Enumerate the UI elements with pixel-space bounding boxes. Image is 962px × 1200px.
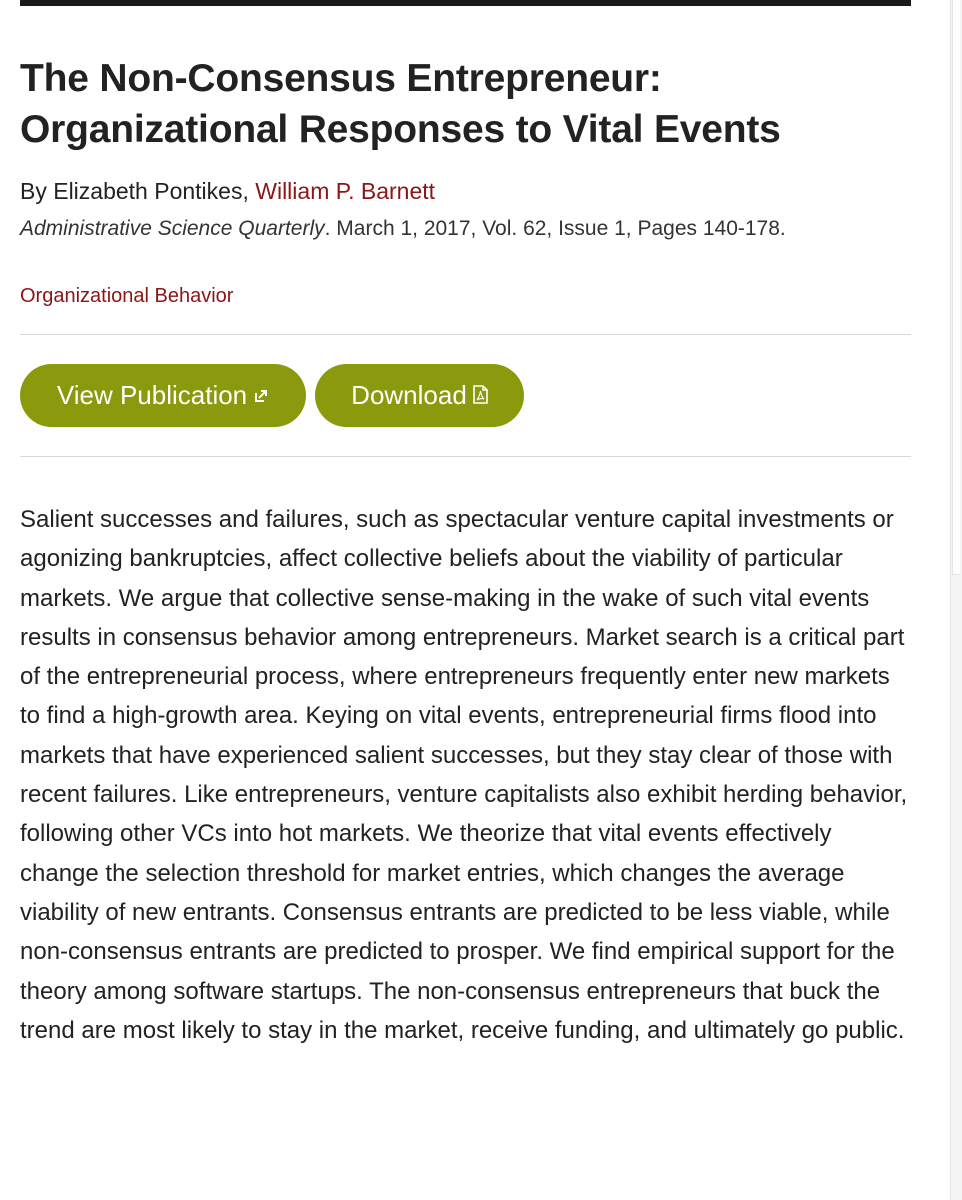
by-label: By xyxy=(20,178,47,204)
divider-bottom xyxy=(20,456,911,457)
download-label: Download xyxy=(351,380,467,410)
abstract-text: Salient successes and failures, such as spectacular venture capital investments or agonizing bankruptcies, affect collective beliefs about the viability of particular markets. We argue that collective sense-making in the wake of such vital events results in consensus behavior among entrepreneurs. Market search is a critical part of the entrepreneurial process, where entrepreneurs frequently enter new markets to find a high-growth area. Keying on vital events, entrepreneurial firms flood into markets that have experienced salient successes, but they stay clear of those with recent failures. Like entrepreneurs, venture capitalists also exhibit herding behavior, following other VCs into hot markets. We theorize that vital events effectively change the selection threshold for market entries, which changes the average viability of new entrants. Consensus entrants are predicted to be less viable, while non-consensus entrants are predicted to prosper. We find empirical support for the theory among software startups. The non-consensus entrepreneurs that buck the trend are most likely to stay in the market, receive funding, and ultimately go public. xyxy=(20,506,908,1044)
scrollbar-thumb[interactable] xyxy=(952,0,960,575)
citation-details: . March 1, 2017, Vol. 62, Issue 1, Pages 140-178. xyxy=(324,217,786,240)
author-name: Elizabeth Pontikes xyxy=(53,178,243,204)
view-publication-button[interactable] xyxy=(20,364,306,427)
download-button[interactable] xyxy=(315,364,524,427)
category-link[interactable]: Organizational Behavior xyxy=(20,285,234,307)
view-publication-label: View Publication xyxy=(56,380,248,410)
pdf-file-icon xyxy=(473,380,488,411)
author-link-barnett[interactable]: William P. Barnett xyxy=(255,178,436,204)
author-line xyxy=(20,176,435,206)
top-rule xyxy=(20,0,911,6)
external-link-icon xyxy=(253,380,269,411)
author-separator: , xyxy=(242,178,249,204)
journal-name: Administrative Science Quarterly xyxy=(20,217,325,240)
citation xyxy=(20,215,900,243)
page-title: The Non-Consensus Entrepreneur: Organizational Responses to Vital Events xyxy=(20,57,781,151)
divider-top xyxy=(20,334,911,335)
